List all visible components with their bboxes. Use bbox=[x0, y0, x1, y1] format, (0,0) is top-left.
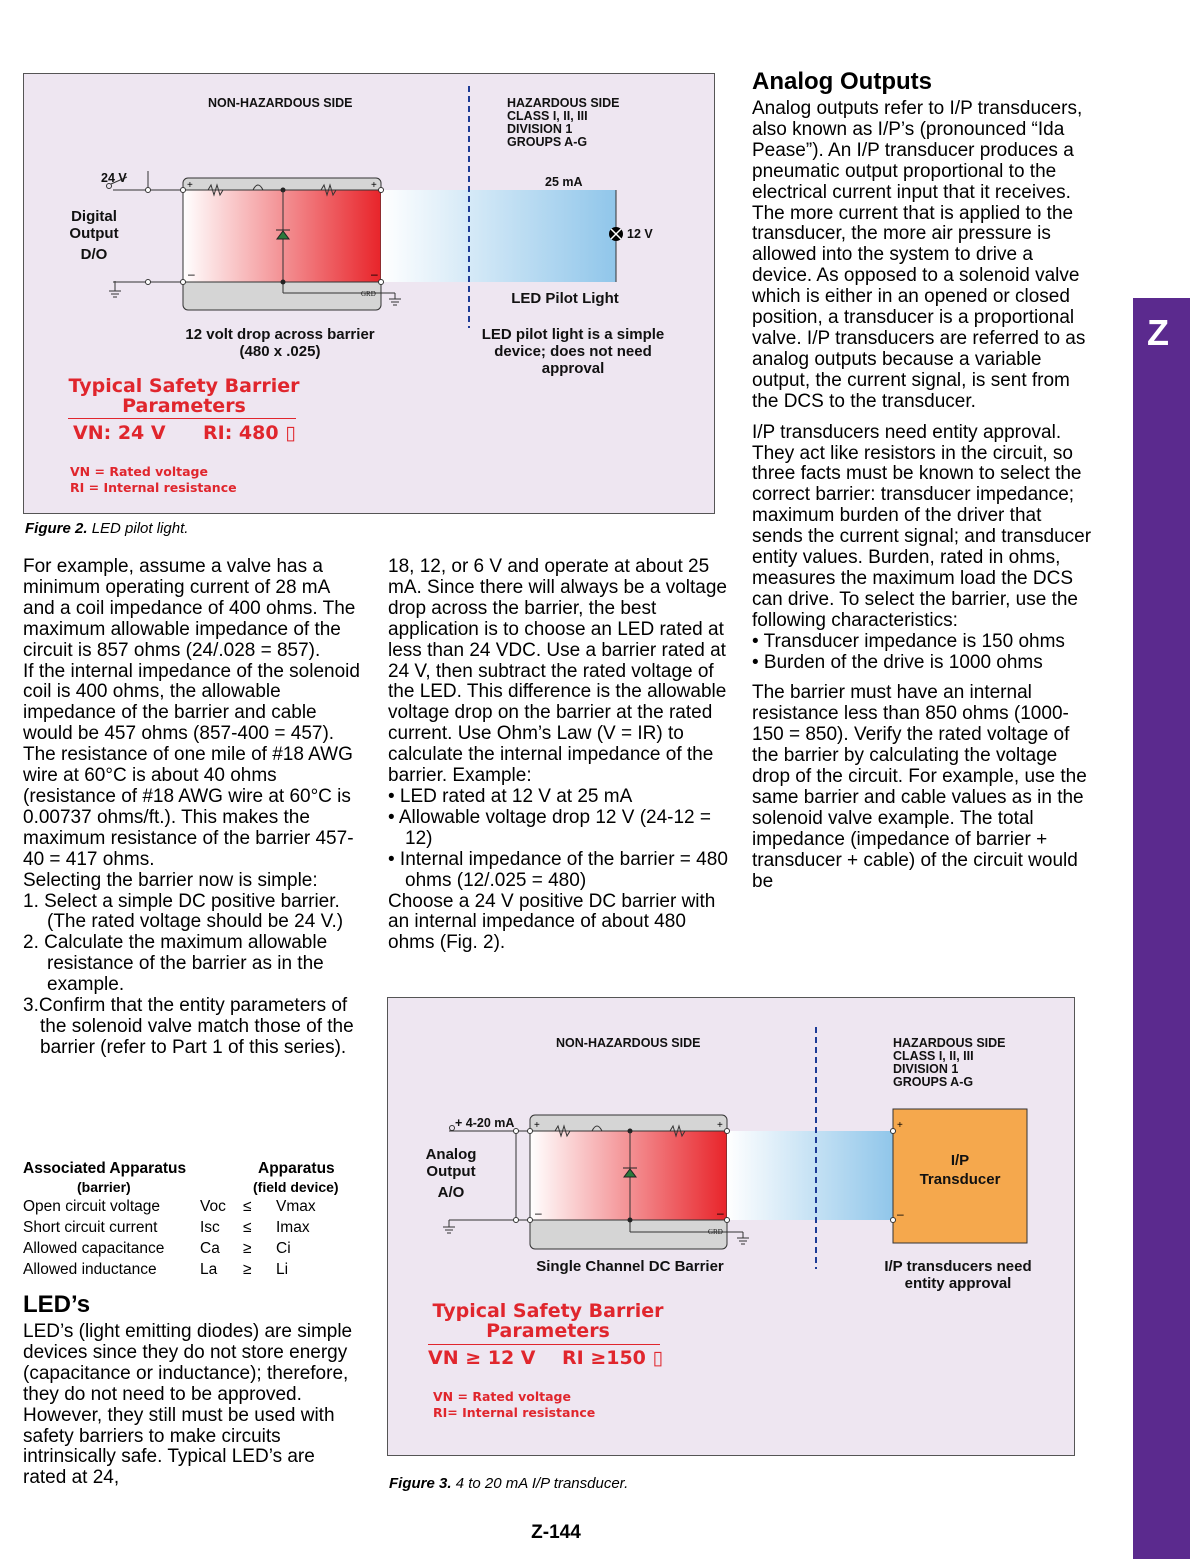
col2-para-1: 18, 12, or 6 V and operate at about 25 mA. Since there will always be a voltage drop across the barrier, the best application is to choose an LED rated at less than 24 VDC. Use a barrier rated at 24 V, then subtract the rated voltage of the LED. This difference is the allowable voltage drop on the barrier at the rated current. Use Ohm’s Law (V = IR) to calculate the internal impedance of the barrier. Example: bbox=[388, 556, 727, 787]
table-row: Open circuit voltage Voc ≤ Vmax bbox=[23, 1198, 316, 1215]
col1-para-1: For example, assume a valve has a minimum operating current of 28 mA and a coil impedance of 400 ohms. The maximum allowable impedance of the circuit is 857 ohms (24/.028 = 857). bbox=[23, 556, 356, 661]
fig3-params-title: Typical Safety Barrier Parameters bbox=[432, 1300, 664, 1342]
svg-text:–: – bbox=[188, 267, 195, 281]
fig2-device: Digital Output D/O bbox=[69, 208, 119, 263]
fig2-ri: RI: 480 ▯ bbox=[203, 422, 296, 444]
col1-para-3: Selecting the barrier now is simple: bbox=[23, 869, 318, 891]
fig2-defs: VN = Rated voltage RI = Internal resistance bbox=[70, 464, 237, 495]
svg-text:–: – bbox=[717, 1206, 724, 1220]
fig3-hazard-label: HAZARDOUS SIDE CLASS I, II, III DIVISION 1 GROUPS A-G bbox=[893, 1036, 1006, 1089]
table-row: Allowed capacitance Ca ≥ Ci bbox=[23, 1240, 291, 1257]
fig3-params-rule bbox=[428, 1344, 660, 1345]
led-heading: LED’s bbox=[23, 1291, 91, 1318]
page-number: Z-144 bbox=[531, 1522, 581, 1543]
table-head-left-sub: (barrier) bbox=[77, 1179, 131, 1195]
col3-para-1: Analog outputs refer to I/P transducers, also known as I/P’s (pronounced “Ida Pease”). An I/P transducer produces a pneumatic output proportional to the electrical current input that it receives. The more current that is applied to the transducer, the more air pressure is allowed into the system to drive a device. As opposed to a solenoid valve which is either in an opened or closed position, a transducer is a proportional valve. I/P transducers are referred to as analog outputs because a variable output, the current signal, is sent from the DCS to the transducer. bbox=[752, 98, 1086, 412]
fig2-led-label: LED Pilot Light bbox=[511, 290, 619, 307]
fig3-barrier-label: Single Channel DC Barrier bbox=[536, 1258, 724, 1275]
figure-3-caption: Figure 3. 4 to 20 mA I/P transducer. bbox=[389, 1475, 629, 1492]
svg-text:–: – bbox=[371, 267, 378, 281]
table-head-left: Associated Apparatus bbox=[23, 1160, 187, 1177]
column-2 bbox=[388, 557, 733, 954]
fig3-supply: + 4-20 mA bbox=[455, 1116, 515, 1130]
svg-text:+: + bbox=[897, 1120, 903, 1131]
col2-para-2: Choose a 24 V positive DC barrier with an internal impedance of about 480 ohms (Fig. 2). bbox=[388, 890, 716, 954]
fig2-current: 25 mA bbox=[545, 175, 583, 189]
fig2-nonhazard-label: NON-HAZARDOUS SIDE bbox=[208, 96, 353, 110]
fig2-led-note: LED pilot light is a simple device; does not need approval bbox=[481, 326, 665, 377]
svg-text:–: – bbox=[535, 1206, 542, 1220]
svg-text:+: + bbox=[534, 1120, 540, 1131]
section-tab bbox=[1133, 298, 1190, 1559]
col2-bullets: • LED rated at 12 V at 25 mA • Allowable voltage drop 12 V (24-12 = 12) • Internal impedance of the barrier = 480 ohms (12/.025 = 480) bbox=[388, 785, 728, 891]
fig3-grd: GRD bbox=[708, 1228, 723, 1236]
fig2-params-title: Typical Safety Barrier Parameters bbox=[68, 375, 300, 417]
column-1 bbox=[23, 557, 366, 1059]
led-paragraph: LED’s (light emitting diodes) are simple devices since they do not store energy (capacitance or inductance); therefore, they do not need to be approved. However, they still must be used with safety barriers to make circuits intrinsically safe. Typical LED’s are rated at 24, bbox=[23, 1321, 353, 1489]
fig3-transducer-label: I/P Transducer bbox=[919, 1152, 1001, 1188]
fig3-vn: VN ≥ 12 V bbox=[428, 1347, 536, 1369]
fig3-nonhazard-label: NON-HAZARDOUS SIDE bbox=[556, 1036, 701, 1050]
col1-para-2: If the internal impedance of the solenoid coil is 400 ohms, the allowable impedance of the barrier and cable would be 457 ohms (857-400 = 457). The resistance of one mile of #18 AWG wire at 60°C is about 40 ohms (resistance of #18 AWG wire at 60°C is 0.00737 ohms/ft.). This makes the maximum resistance of the barrier 457-40 = 417 ohms. bbox=[23, 660, 360, 870]
fig3-defs: VN = Rated voltage RI= Internal resistance bbox=[433, 1389, 596, 1420]
table-row: Allowed inductance La ≥ Li bbox=[23, 1261, 289, 1278]
entity-table bbox=[23, 1158, 353, 1280]
fig2-vn: VN: 24 V bbox=[73, 422, 166, 444]
col3-para-2: I/P transducers need entity approval. They act like resistors in the circuit, so three facts must be known to select the correct barrier: transducer impedance; maximum burden of the driver that sends the current signal; and transducer entity values. Burden, rated in ohms, measures the maximum load the DCS can drive. To select the barrier, use the following characteristics: bbox=[752, 421, 1092, 631]
svg-text:+: + bbox=[187, 180, 193, 191]
fig2-params-rule bbox=[68, 418, 296, 419]
col3-bullets: • Transducer impedance is 150 ohms • Burden of the drive is 1000 ohms bbox=[752, 630, 1065, 673]
figure-2-caption: Figure 2. LED pilot light. bbox=[25, 520, 189, 537]
fig3-transducer-note: I/P transducers need entity approval bbox=[884, 1258, 1032, 1292]
svg-text:+: + bbox=[717, 1120, 723, 1131]
column-3 bbox=[752, 99, 1097, 893]
analog-outputs-heading: Analog Outputs bbox=[752, 68, 932, 95]
col1-steps: 1. Select a simple DC positive barrier. (The rated voltage should be 24 V.) 2. Calculate the maximum allowable resistance of the barrier as in the example. 3.Confirm that the entity parameters of the solenoid valve match those of the barrier (refer to Part 1 of this series). bbox=[23, 890, 354, 1058]
fig2-hazard-label: HAZARDOUS SIDE CLASS I, II, III DIVISION 1 GROUPS A-G bbox=[507, 96, 620, 149]
svg-text:–: – bbox=[897, 1207, 904, 1221]
fig2-lamp-voltage: 12 V bbox=[627, 227, 653, 241]
table-head-right: Apparatus bbox=[258, 1160, 335, 1177]
table-head-right-sub: (field device) bbox=[253, 1179, 339, 1195]
hazard-field bbox=[381, 190, 616, 282]
fig3-ri: RI ≥150 ▯ bbox=[562, 1347, 663, 1369]
fig3-device: Analog Output A/O bbox=[425, 1146, 477, 1201]
fig2-supply: 24 V bbox=[101, 171, 127, 185]
col3-para-3: The barrier must have an internal resistance less than 850 ohms (1000-150 = 850). Verify the rated voltage of the barrier by calculating the voltage drop of the circuit. For example, use the same barrier and cable values as in the solenoid valve example. The total impedance (impedance of barrier + transducer + cable) of the circuit would be bbox=[752, 682, 1087, 892]
table-row: Short circuit current Isc ≤ Imax bbox=[23, 1219, 310, 1236]
fig2-grd: GRD bbox=[361, 290, 376, 298]
section-tab-letter: Z bbox=[1147, 312, 1169, 353]
svg-text:+: + bbox=[371, 180, 377, 191]
fig2-drop-note: 12 volt drop across barrier (480 x .025) bbox=[185, 326, 375, 360]
